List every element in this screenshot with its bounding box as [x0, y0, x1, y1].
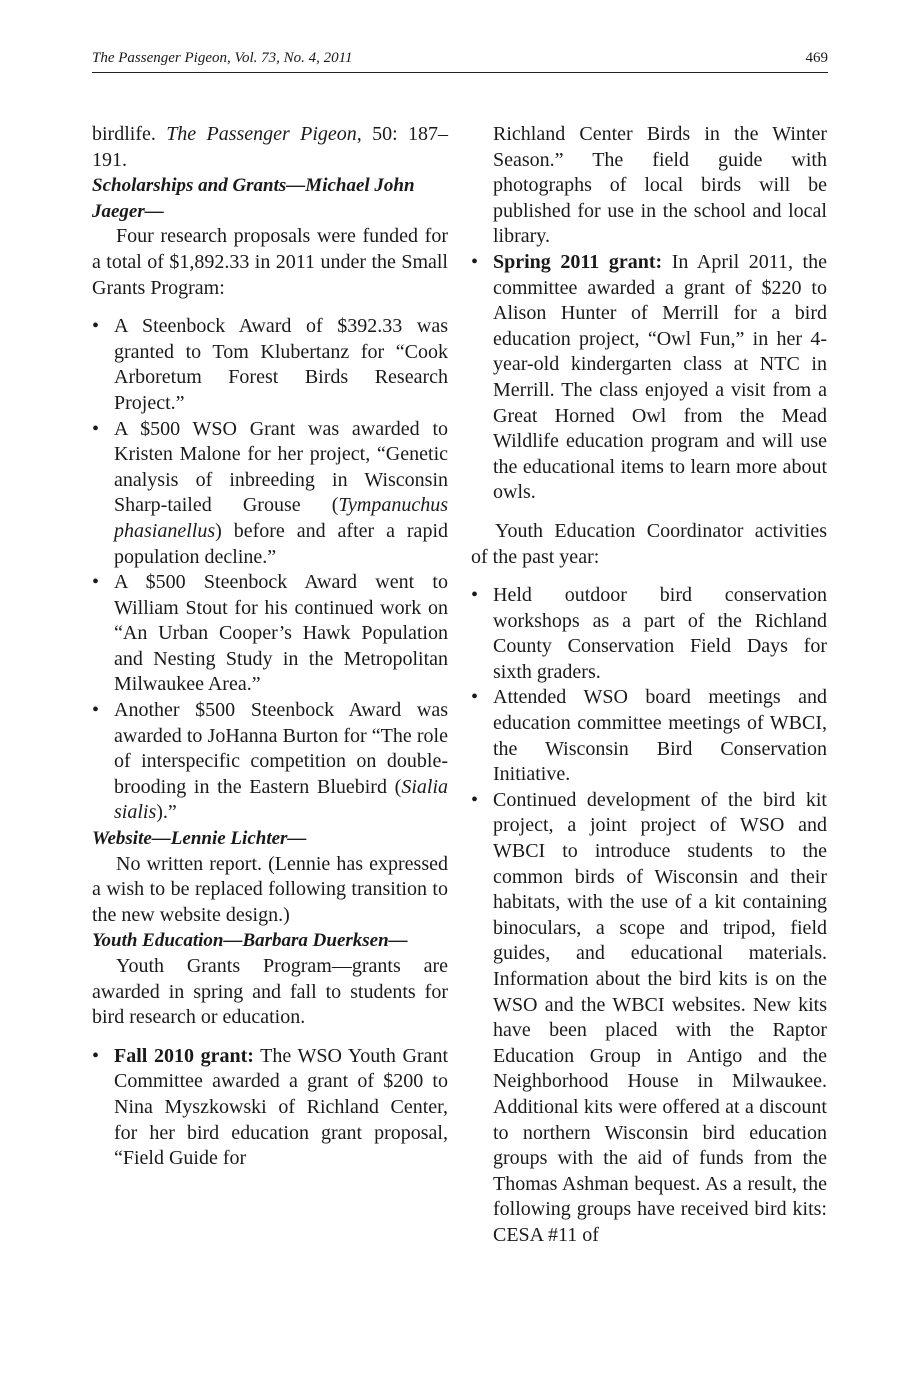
- youth-grants-paragraph: Youth Grants Program—grants are awarded in spring and fall to students for bird research or education.: [92, 955, 448, 1029]
- list-item: • A Steenbock Award of $392.33 was granted to Tom Klubertanz for “Cook Arboretum Forest Birds Research Project.”: [92, 314, 448, 416]
- youth-grants-list: [92, 1044, 448, 1172]
- reference-continuation: birdlife. The Passenger Pigeon, 50: 187–191.: [92, 123, 448, 171]
- page-number: 469: [805, 50, 828, 66]
- section-heading-scholarships: Scholarships and Grants—Michael John Jaeger—: [92, 175, 415, 222]
- list-item: • Attended WSO board meetings and education committee meetings of WBCI, the Wisconsin Bird Conservation Initiative.: [471, 685, 827, 787]
- list-item: • Held outdoor bird conservation workshops as a part of the Richland County Conservation Field Days for sixth graders.: [471, 583, 827, 685]
- coordinator-intro-paragraph: Youth Education Coordinator activities of the past year:: [471, 519, 827, 568]
- list-item: • Continued development of the bird kit project, a joint project of WSO and WBCI to introduce students to the common birds of Wisconsin and their habitats, with the use of a kit containing binoculars, a scope and tripod, field guides, and educational materials. Information about the bird kits is on the WSO and the WBCI websites. New kits have been placed with the Raptor Education Group in Antigo and the Neighborhood House in Milwaukee. Additional kits were offered at a discount to northern Wisconsin bird education groups with the aid of funds from the Thomas Ashman bequest. As a result, the following groups have received bird kits: CESA #11 of: [471, 788, 827, 1249]
- list-item-continuation: Richland Center Birds in the Winter Season.” The field guide with photographs of local birds will be published for use in the school and local library.: [493, 123, 827, 248]
- list-item: • A $500 WSO Grant was awarded to Kristen Malone for her project, “Genetic analysis of inbreeding in Wisconsin Sharp-tailed Grouse (Tympanuchus phasianellus) before and after a rapid population decline.”: [92, 417, 448, 571]
- section-heading-website: Website—Lennie Lichter—: [92, 828, 307, 850]
- grants-list: [92, 314, 448, 826]
- section-heading-youth-education: Youth Education—Barbara Duerksen—: [92, 930, 408, 952]
- list-item: • A $500 Steenbock Award went to William Stout for his continued work on “An Urban Cooper’s Hawk Population and Nesting Study in the Metropolitan Milwaukee Area.”: [92, 570, 448, 698]
- running-header: [92, 50, 828, 73]
- list-item: • Another $500 Steenbock Award was awarded to JoHanna Burton for “The role of interspecific competition on double-brooding in the Eastern Bluebird (Sialia sialis).”: [92, 698, 448, 826]
- activities-list: [471, 583, 827, 1248]
- list-item: • Fall 2010 grant: The WSO Youth Grant Committee awarded a grant of $200 to Nina Myszkowski of Richland Center, for her bird education grant proposal, “Field Guide for: [92, 1044, 448, 1172]
- youth-grants-list-continued: [471, 250, 827, 506]
- scholarships-paragraph: Four research proposals were funded for a total of $1,892.33 in 2011 under the Small Grants Program:: [92, 225, 448, 299]
- left-column: [92, 122, 448, 1172]
- journal-citation: The Passenger Pigeon, Vol. 73, No. 4, 2011: [92, 50, 353, 66]
- right-column: [471, 122, 827, 1249]
- website-paragraph: No written report. (Lennie has expressed a wish to be replaced following transition to the new website design.): [92, 852, 448, 926]
- list-item: • Spring 2011 grant: In April 2011, the committee awarded a grant of $220 to Alison Hunter of Merrill for a bird education project, “Owl Fun,” in her 4-year-old kindergarten class at NTC in Merrill. The class enjoyed a visit from a Great Horned Owl from the Mead Wildlife education program and will use the educational items to learn more about owls.: [471, 250, 827, 506]
